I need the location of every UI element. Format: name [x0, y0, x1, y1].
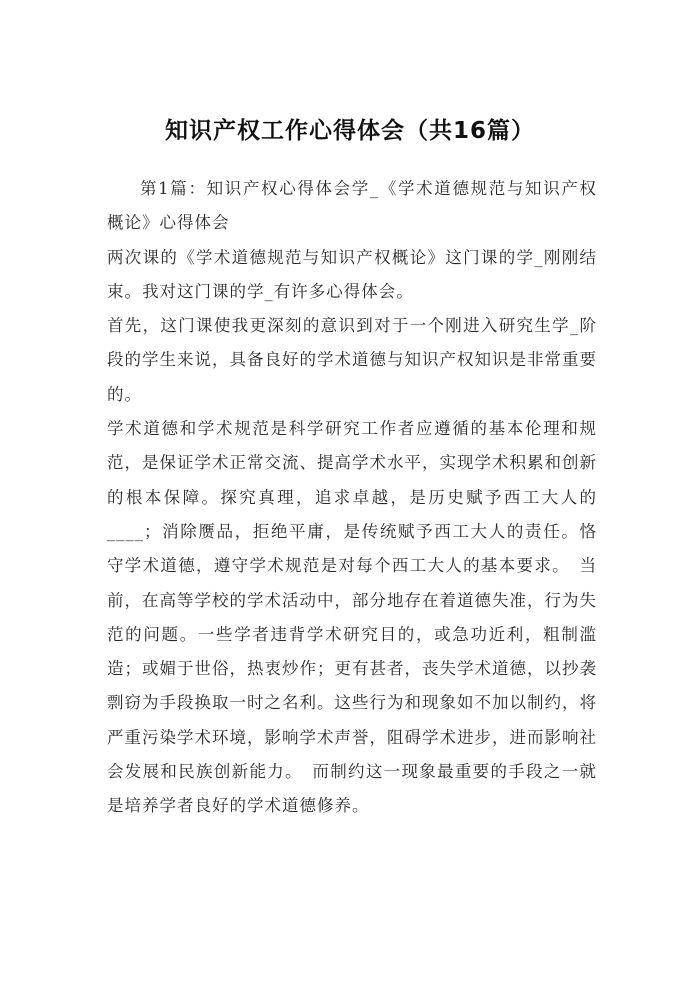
paragraph: 学术道德和学术规范是科学研究工作者应遵循的基本伦理和规范，是保证学术正常交流、提高学术水平，实现学术积累和创新的根本保障。探究真理，追求卓越，是历史赋予西工大人的____；消除赝品，拒绝平庸，是传统赋予西工大人的责任。恪守学术道德，遵守学术规范是对每个西工大人的基本要求。 当前，在高等学校的学术活动中，部分地存在着道德失准，行为失范的问题。一些学者违背学术研究目的，或急功近利，粗制滥造；或媚于世俗，热衷炒作；更有甚者，丧失学术道德，以抄袭剽窃为手段换取一时之名利。这些行为和现象如不加以制约，将严重污染学术环境，影响学术声誉，阻碍学术进步，进而影响社会发展和民族创新能力。 而制约这一现象最重要的手段之一就是培养学者良好的学术道德修养。 [107, 419, 597, 816]
paragraph: 两次课的《学术道德规范与知识产权概论》这门课的学_刚刚结束。我对这门课的学_有许多心得体会。 [107, 247, 597, 301]
document-body [107, 172, 597, 824]
document-title: 知识产权工作心得体会（共16篇） [164, 118, 535, 144]
paragraph-heading: 第1篇：知识产权心得体会学_《学术道德规范与知识产权概论》心得体会 [107, 179, 597, 233]
paragraph: 首先，这门课使我更深刻的意识到对于一个刚进入研究生学_阶段的学生来说，具备良好的学术道德与知识产权知识是非常重要的。 [107, 316, 597, 404]
